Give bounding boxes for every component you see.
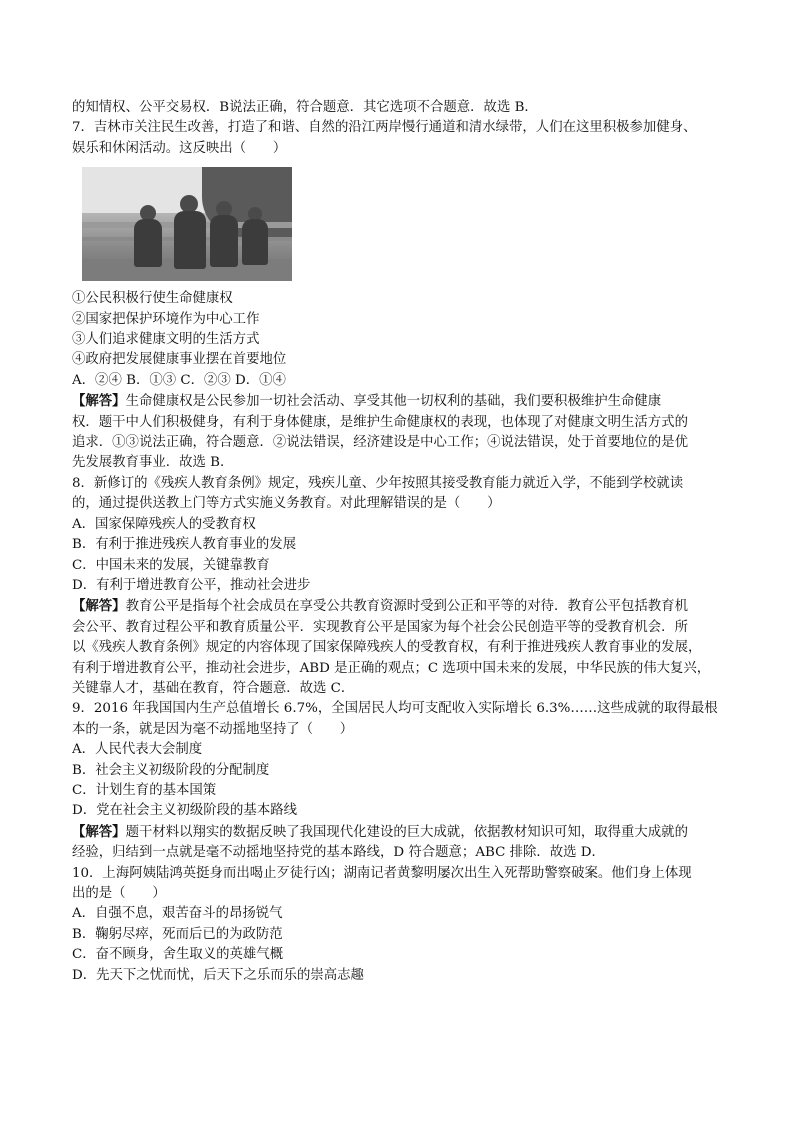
text-line xyxy=(72,391,732,412)
document-page xyxy=(72,98,732,986)
line-text: C．奋不顾身，舍生取义的英雄气概 xyxy=(72,947,284,963)
answer-label: 【解答】 xyxy=(72,393,126,410)
line-text: 10．上海阿姨陆鸿英挺身而出喝止歹徒行凶；湖南记者黄黎明屡次出生入死帮助警察破案。他们身上体现 xyxy=(72,865,692,881)
text-block-bottom xyxy=(72,289,732,986)
text-line xyxy=(72,474,732,494)
line-text: 追求．①③说法正确，符合题意．②说法错误，经济建设是中心工作；④说法错误，处于首要地位的是优 xyxy=(72,435,688,451)
text-line xyxy=(72,904,732,924)
text-line xyxy=(72,596,732,617)
text-line xyxy=(72,659,732,679)
text-line xyxy=(72,925,732,945)
line-text: ③人们追求健康文明的生活方式 xyxy=(72,332,260,348)
text-line xyxy=(72,371,732,391)
line-text: B．社会主义初级阶段的分配制度 xyxy=(72,762,270,778)
text-line xyxy=(72,699,732,719)
line-text: D．有利于增进教育公平，推动社会进步 xyxy=(72,577,311,593)
line-text: 先发展教育事业．故选 B． xyxy=(72,455,234,471)
text-line xyxy=(72,679,732,699)
line-text: 关键靠人才，基础在教育，符合题意．故选 C． xyxy=(72,680,355,696)
answer-label: 【解答】 xyxy=(72,823,126,840)
text-line xyxy=(72,884,732,904)
line-text: A．②④ B．①③ C．②③ D．①④ xyxy=(72,372,286,388)
line-text: 经验，归结到一点就是毫不动摇地坚持党的基本路线，D 符合题意；ABC 排除．故选 D． xyxy=(72,845,605,861)
line-text: 教育公平是指每个社会成员在享受公共教育资源时受到公正和平等的对待．教育公平包括教育机 xyxy=(125,599,688,615)
text-line xyxy=(72,453,732,473)
text-line xyxy=(72,433,732,453)
text-line xyxy=(72,494,732,514)
line-text: 娱乐和休闲活动。这反映出（ ） xyxy=(72,140,287,156)
line-text: C．中国未来的发展，关键靠教育 xyxy=(72,557,270,573)
text-line xyxy=(72,98,732,118)
text-block-top xyxy=(72,98,732,159)
text-line xyxy=(72,966,732,986)
text-line xyxy=(72,535,732,555)
text-line xyxy=(72,139,732,159)
line-text: 会公平、教育过程公平和教育质量公平．实现教育公平是国家为每个社会公民创造平等的受教育机会．所 xyxy=(72,619,688,635)
text-line xyxy=(72,781,732,801)
line-text: 8．新修订的《残疾人教育条例》规定，残疾儿童、少年按照其接受教育能力就近入学，不能到学校就读 xyxy=(72,475,684,491)
line-text: 出的是（ ） xyxy=(72,886,166,901)
line-text: 的知情权、公平交易权．B说法正确，符合题意．其它选项不合题意．故选 B． xyxy=(72,100,538,115)
text-line xyxy=(72,289,732,309)
line-text: ②国家把保护环境作为中心工作 xyxy=(72,311,260,327)
text-line xyxy=(72,761,732,781)
text-line xyxy=(72,801,732,821)
line-text: 生命健康权是公民参加一切社会活动、享受其他一切权利的基础，我们要积极维护生命健康 xyxy=(125,394,662,410)
text-line xyxy=(72,310,732,330)
text-line xyxy=(72,864,732,884)
text-line xyxy=(72,740,732,760)
text-line xyxy=(72,638,732,658)
line-text: B．有利于推进残疾人教育事业的发展 xyxy=(72,537,297,553)
text-line xyxy=(72,556,732,576)
line-text: 以《残疾人教育条例》规定的内容体现了国家保障残疾人的受教育权，有利于推进残疾人教育事业的发展， xyxy=(72,640,702,656)
answer-label: 【解答】 xyxy=(72,598,126,615)
line-text: ④政府把发展健康事业摆在首要地位 xyxy=(72,352,287,368)
line-text: ①公民积极行使生命健康权 xyxy=(72,291,233,307)
line-text: B．鞠躬尽瘁，死而后已的为政防范 xyxy=(72,926,283,942)
text-line xyxy=(72,515,732,535)
text-line xyxy=(72,945,732,965)
line-text: C．计划生育的基本国策 xyxy=(72,782,217,798)
line-text: D．党在社会主义初级阶段的基本路线 xyxy=(72,803,297,819)
text-line xyxy=(72,576,732,596)
line-text: A．人民代表大会制度 xyxy=(72,742,203,758)
text-line xyxy=(72,618,732,638)
line-text: 权．题干中人们积极健身，有利于身体健康，是维护生命健康权的表现，也体现了对健康文明生活方式的 xyxy=(72,414,688,430)
line-text: 有利于增进教育公平，推动社会进步，ABD 是正确的观点；C 选项中国未来的发展，中华民族的伟大复兴， xyxy=(72,660,711,676)
text-line xyxy=(72,118,732,138)
line-text: A．国家保障残疾人的受教育权 xyxy=(72,516,256,532)
line-text: 7．吉林市关注民生改善，打造了和谐、自然的沿江两岸慢行通道和清水绿带，人们在这里积极参加健身、 xyxy=(72,120,697,136)
line-text: 本的一条，就是因为毫不动摇地坚持了（ ） xyxy=(72,721,354,737)
riverside-walk-photo xyxy=(82,167,292,281)
line-text: 9．2016 年我国国内生产总值增长 6.7%，全国居民人均可支配收入实际增长 6.3%……这些成就的取得最根 xyxy=(72,701,718,717)
text-line xyxy=(72,413,732,433)
text-line xyxy=(72,350,732,370)
text-line xyxy=(72,330,732,350)
text-line xyxy=(72,720,732,740)
line-text: A．自强不息，艰苦奋斗的昂扬锐气 xyxy=(72,906,283,922)
line-text: 的，通过提供送教上门等方式实施义务教育。对此理解错误的是（ ） xyxy=(72,496,501,512)
text-line xyxy=(72,843,732,863)
line-text: 题干材料以翔实的数据反映了我国现代化建设的巨大成就，依据教材知识可知，取得重大成就的 xyxy=(125,824,688,840)
text-line xyxy=(72,822,732,843)
line-text: D．先天下之忧而忧，后天下之乐而乐的崇高志趣 xyxy=(72,967,364,983)
